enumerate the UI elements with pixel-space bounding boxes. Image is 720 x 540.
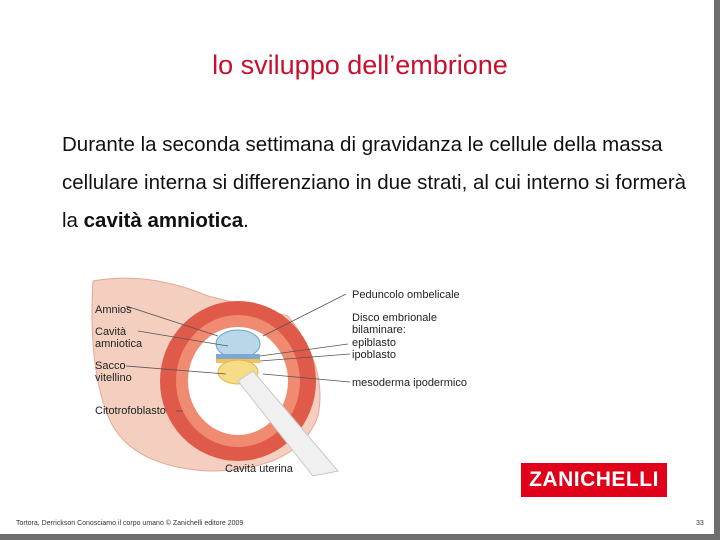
body-text-after: .: [243, 209, 249, 232]
body-paragraph: [62, 126, 702, 240]
body-text-before: Durante la seconda settimana di gravidanza le cellule della massa cellulare interna si differenziano in due strati, al cui interno si formerà la: [62, 133, 687, 232]
label-epiblasto: epiblasto: [352, 337, 397, 349]
label-amnios: Amnios: [95, 304, 132, 316]
label-ipoblasto: ipoblasto: [352, 349, 397, 361]
label-cavita-uterina: Cavità uterina: [225, 463, 293, 475]
label-peduncolo-ombelicale: Peduncolo ombelicale: [352, 289, 460, 301]
label-cavita-amniotica-2: amniotica: [95, 338, 143, 350]
page-number: 33: [696, 520, 704, 527]
embryo-illustration: [88, 276, 508, 476]
slide-title: lo sviluppo dell’embrione: [212, 50, 508, 80]
embryo-figure: [88, 276, 508, 476]
label-disco-embrionale-2: bilaminare:: [352, 324, 406, 336]
label-sacco-vitellino-1: Sacco: [95, 360, 126, 372]
label-sacco-vitellino-2: vitellino: [95, 372, 132, 384]
footer-credit: Tortora, Derrickson Conosciamo il corpo umano © Zanichelli editore 2009: [16, 520, 244, 527]
label-citotrofoblasto: Citotrofoblasto: [95, 405, 166, 417]
label-disco-embrionale-1: Disco embrionale: [352, 312, 437, 324]
publisher-logo: ZANICHELLI: [521, 463, 667, 497]
body-text-bold: cavità amniotica: [83, 209, 244, 232]
label-mesoderma-ipodermico: mesoderma ipodermico: [352, 377, 467, 389]
label-cavita-amniotica-1: Cavità: [95, 326, 127, 338]
